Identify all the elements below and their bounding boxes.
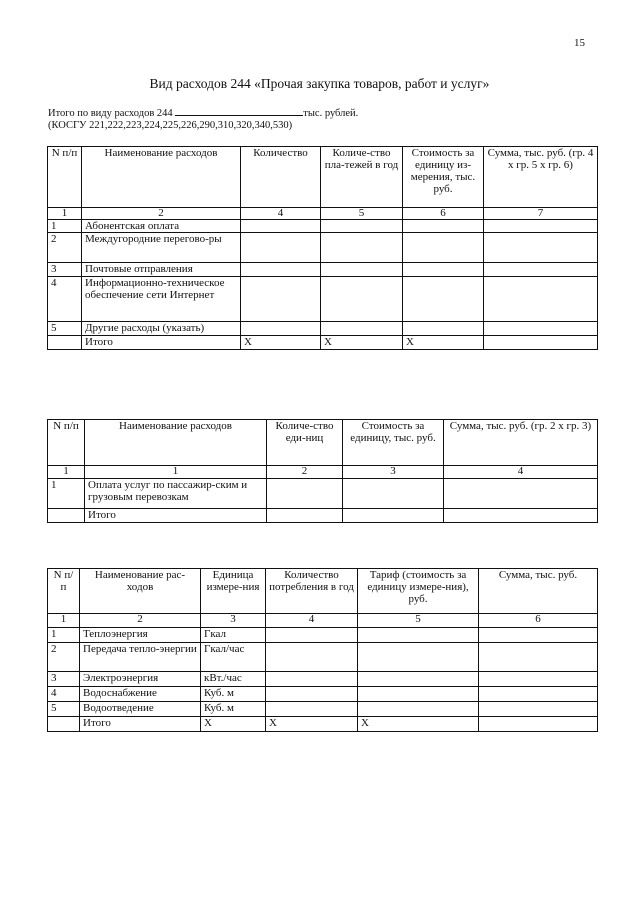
expense-name-cell: Междугородние перегово-ры [82,233,241,263]
data-cell [321,220,403,233]
data-cell [266,643,358,672]
header-cell: Количество потребления в год [266,569,358,614]
header-cell: Стоимость за единицу из-мерения, тыс. руб. [403,147,484,208]
expenses-table-communications [47,146,598,350]
data-cell [484,220,598,233]
subtitle-kosgu: (КОСГУ 221,222,223,224,225,226,290,310,320,340,530) [48,120,293,131]
unit-cell: X [201,717,266,732]
row-number-cell: 1 [48,628,80,643]
expense-name-cell: Водоотведение [80,702,201,717]
data-cell [479,687,598,702]
total-label: Итого [82,336,241,350]
header-cell: Единица измере-ния [201,569,266,614]
column-number-cell: 2 [82,208,241,220]
column-number-cell: 1 [85,466,267,479]
row-number-cell: 2 [48,233,82,263]
data-cell [321,263,403,277]
data-cell [343,479,444,509]
data-cell [241,220,321,233]
data-cell [479,672,598,687]
header-cell: N п/п [48,147,82,208]
data-cell [266,672,358,687]
data-cell [484,336,598,350]
data-cell [484,322,598,336]
expenses-table-utilities [47,568,598,732]
data-cell [403,220,484,233]
data-cell: X [321,336,403,350]
row-number-cell: 3 [48,672,80,687]
column-number-cell: 4 [266,614,358,628]
row-number-cell: 4 [48,687,80,702]
data-cell [266,628,358,643]
column-number-cell: 5 [321,208,403,220]
column-number-cell: 7 [484,208,598,220]
row-number-cell: 2 [48,643,80,672]
column-number-row [48,614,598,628]
data-cell [484,233,598,263]
table-row [48,277,598,322]
table-row [48,628,598,643]
row-number-cell [48,509,85,523]
expense-name-cell: Другие расходы (указать) [82,322,241,336]
header-cell: Наименование рас-ходов [80,569,201,614]
data-cell [358,628,479,643]
table-row [48,220,598,233]
row-number-cell: 1 [48,479,85,509]
header-cell: Количе-ство пла-тежей в год [321,147,403,208]
row-number-cell: 5 [48,322,82,336]
data-cell [484,263,598,277]
blank-field [175,106,303,116]
expense-name-cell: Теплоэнергия [80,628,201,643]
column-number-cell: 4 [444,466,598,479]
column-number-cell: 6 [479,614,598,628]
table-row [48,233,598,263]
data-cell: X [358,717,479,732]
data-cell [241,322,321,336]
column-number-row [48,208,598,220]
header-cell: Количе-ство еди-ниц [267,420,343,466]
data-cell: X [241,336,321,350]
data-cell [267,509,343,523]
data-cell [358,672,479,687]
expense-name-cell: Электроэнергия [80,672,201,687]
data-cell [479,628,598,643]
expense-name-cell: Абонентская оплата [82,220,241,233]
data-cell [479,702,598,717]
column-number-cell: 2 [267,466,343,479]
data-cell [241,233,321,263]
row-number-cell [48,717,80,732]
data-cell [403,322,484,336]
column-number-cell: 5 [358,614,479,628]
header-cell: Сумма, тыс. руб. (гр. 2 х гр. 3) [444,420,598,466]
column-number-cell: 1 [48,614,80,628]
header-cell: Стоимость за единицу, тыс. руб. [343,420,444,466]
header-cell: Сумма, тыс. руб. [479,569,598,614]
column-number-cell: 3 [343,466,444,479]
total-row [48,336,598,350]
unit-cell: Куб. м [201,687,266,702]
data-cell [358,687,479,702]
table-row [48,702,598,717]
data-cell [321,322,403,336]
data-cell [484,277,598,322]
header-cell: Количество [241,147,321,208]
table-row [48,672,598,687]
data-cell: X [403,336,484,350]
expense-name-cell: Оплата услуг по пассажир-ским и грузовым перевозкам [85,479,267,509]
header-row [48,420,598,466]
table-row [48,643,598,672]
header-cell: Наименование расходов [85,420,267,466]
data-cell [479,717,598,732]
expenses-table-transport [47,419,598,523]
table-row [48,322,598,336]
data-cell [241,263,321,277]
column-number-row [48,466,598,479]
data-cell [266,687,358,702]
total-row [48,509,598,523]
header-cell: Сумма, тыс. руб. (гр. 4 х гр. 5 х гр. 6) [484,147,598,208]
unit-cell: Куб. м [201,702,266,717]
data-cell [403,277,484,322]
data-cell [444,509,598,523]
column-number-cell: 4 [241,208,321,220]
table-row [48,479,598,509]
data-cell [358,643,479,672]
data-cell [403,233,484,263]
column-number-cell: 1 [48,208,82,220]
expense-name-cell: Информационно-техническое обеспечение сети Интернет [82,277,241,322]
data-cell [267,479,343,509]
header-cell: Тариф (стоимость за единицу измере-ния), руб. [358,569,479,614]
unit-cell: Гкал [201,628,266,643]
header-cell: Наименование расходов [82,147,241,208]
header-row [48,569,598,614]
header-cell: N п/п [48,420,85,466]
table-row [48,687,598,702]
table-row [48,263,598,277]
column-number-cell: 1 [48,466,85,479]
expense-name-cell: Водоснабжение [80,687,201,702]
data-cell [358,702,479,717]
column-number-cell: 6 [403,208,484,220]
expense-name-cell: Почтовые отправления [82,263,241,277]
data-cell [241,277,321,322]
column-number-cell: 3 [201,614,266,628]
row-number-cell: 3 [48,263,82,277]
data-cell [321,233,403,263]
expense-name-cell: Передача тепло-энергии [80,643,201,672]
row-number-cell: 1 [48,220,82,233]
subtitle-prefix: Итого по виду расходов 244 [48,108,173,119]
total-label: Итого [85,509,267,523]
subtitle [48,106,358,132]
header-cell: N п/п [48,569,80,614]
row-number-cell [48,336,82,350]
page-number: 15 [574,37,585,49]
unit-cell: Гкал/час [201,643,266,672]
total-row [48,717,598,732]
row-number-cell: 5 [48,702,80,717]
unit-cell: кВт./час [201,672,266,687]
data-cell [321,277,403,322]
data-cell [343,509,444,523]
column-number-cell: 2 [80,614,201,628]
data-cell [266,702,358,717]
page-title: Вид расходов 244 «Прочая закупка товаров, работ и услуг» [149,76,490,91]
subtitle-suffix: тыс. рублей. [303,108,359,119]
row-number-cell: 4 [48,277,82,322]
header-row [48,147,598,208]
data-cell: X [266,717,358,732]
data-cell [403,263,484,277]
data-cell [479,643,598,672]
total-label: Итого [80,717,201,732]
data-cell [444,479,598,509]
